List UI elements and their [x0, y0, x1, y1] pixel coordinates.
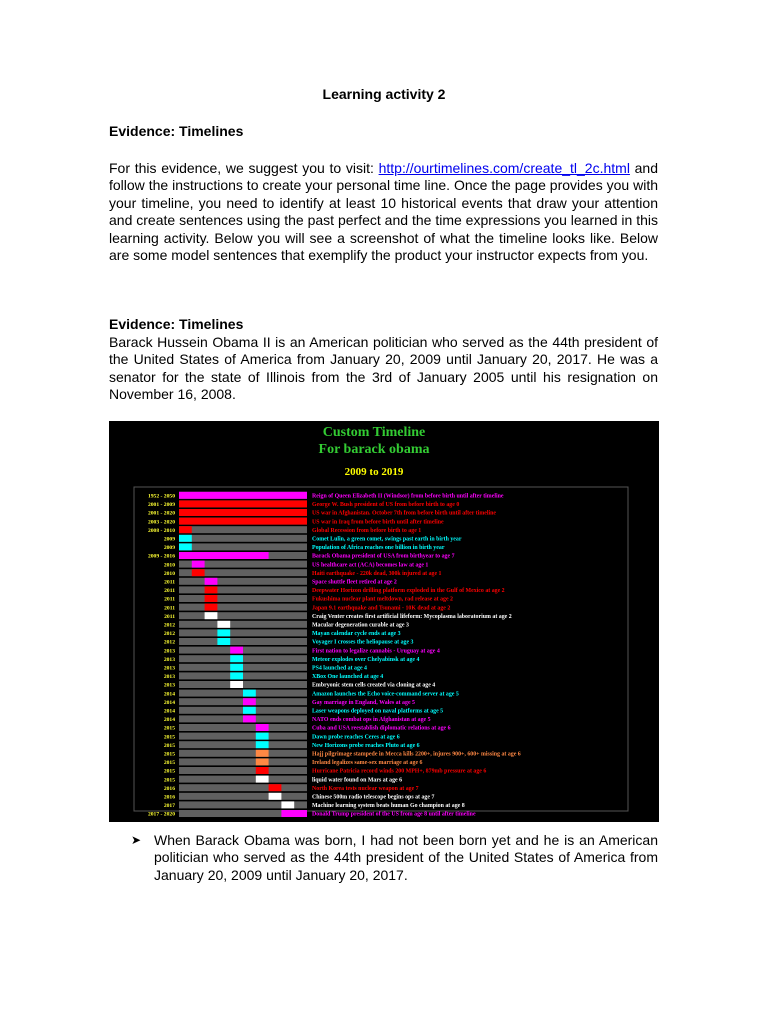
timeline-event-label: Donald Trump president of the US from age 8 until after timeline	[312, 811, 476, 818]
section-heading-timelines: Evidence: Timelines	[109, 123, 244, 139]
instructions-text-start: For this evidence, we suggest you to visit:	[109, 160, 379, 176]
timeline-event-label: US war in Iraq from before birth until after timeline	[312, 519, 444, 526]
timeline-event-bar	[179, 500, 307, 507]
timeline-track	[179, 784, 307, 791]
page-title: Learning activity 2	[322, 86, 446, 102]
timeline-event-bar	[179, 518, 307, 525]
timeline-event-bar	[230, 647, 243, 654]
timeline-track	[179, 612, 307, 619]
timeline-date-label: 2013	[163, 648, 175, 655]
timeline-event-label: Reign of Queen Elizabeth II (Windsor) from before birth until after timeline	[312, 493, 504, 500]
timeline-date-label: 2011	[164, 596, 175, 603]
timeline-track	[179, 724, 307, 731]
timeline-title: Custom Timeline	[322, 425, 426, 440]
timeline-event-bar	[179, 526, 192, 533]
timeline-event-bar	[230, 672, 243, 679]
timeline-event-bar	[256, 724, 269, 731]
timeline-track	[179, 535, 307, 542]
instructions-paragraph	[109, 160, 658, 264]
timeline-event-label: Embryonic stem cells created via cloning at age 4	[312, 682, 436, 689]
timeline-event-bar	[179, 492, 307, 499]
timeline-event-bar	[217, 638, 230, 645]
timeline-date-label: 2015	[163, 768, 175, 775]
timeline-subtitle: For barack obama	[318, 442, 430, 457]
timeline-event-bar	[269, 793, 282, 800]
timeline-event-bar	[269, 784, 282, 791]
timeline-event-bar	[192, 561, 205, 568]
timeline-date-label: 2009 - 2016	[147, 553, 175, 560]
timeline-date-label: 1952 - 2050	[147, 493, 175, 500]
timeline-event-label: Comet Lulin, a green comet, swings past earth in birth year	[312, 536, 462, 543]
timeline-event-label: Macular degeneration curable at age 3	[312, 622, 409, 629]
timeline-event-label: PS4 launched at age 4	[312, 665, 367, 672]
timeline-date-label: 2001 - 2020	[147, 510, 175, 517]
timeline-event-label: Ireland legalizes same-sex marriage at age 6	[312, 760, 423, 767]
timeline-event-bar	[205, 604, 218, 611]
timeline-event-bar	[205, 578, 218, 585]
timeline-event-bar	[230, 655, 243, 662]
timeline-track	[179, 621, 307, 628]
timeline-date-label: 2015	[163, 742, 175, 749]
timeline-event-label: Dawn probe reaches Ceres at age 6	[312, 734, 400, 741]
timeline-date-label: 2010	[163, 562, 175, 569]
timeline-event-bar	[256, 758, 269, 765]
instructions-text-end: and follow the instructions to create your personal time line. Once the page provides you with your timeline, you need to identify at least 10 historical events that draw your attention and create sentences using the past perfect and the time expressions you learned in this learning activity. Below you will see a screenshot of what the timeline looks like. Below are some model sentences that exemplify the product your instructor expects from you.	[109, 160, 659, 264]
timeline-event-label: liquid water found on Mars at age 6	[312, 777, 403, 784]
timeline-event-label: Amazon launches the Echo voice-command server at age 5	[312, 691, 459, 698]
timeline-date-label: 2014	[163, 708, 175, 715]
timeline-track	[179, 629, 307, 636]
timeline-event-bar	[281, 801, 294, 808]
timeline-event-label: Craig Venter creates first artificial lifeform: Mycoplasma laboratorium at age 2	[312, 613, 512, 620]
timeline-event-label: Deepwater Horizon drilling platform exploded in the Gulf of Mexico at age 2	[312, 588, 505, 595]
timeline-date-label: 2017 - 2020	[147, 811, 175, 818]
timeline-event-label: Haiti earthquake - 220k dead, 300k injured at age 1	[312, 570, 442, 577]
timeline-event-bar	[256, 750, 269, 757]
timeline-event-label: Space shuttle fleet retired at age 2	[312, 579, 397, 586]
timeline-event-label: NATO ends combat ops in Afghanistan at age 5	[312, 717, 431, 724]
ourtimelines-link[interactable]: http://ourtimelines.com/create_tl_2c.html	[378, 160, 630, 176]
timeline-event-bar	[192, 569, 205, 576]
timeline-event-label: Japan 9.1 earthquake and Tsunami - 10K dead at age 2	[312, 605, 451, 612]
timeline-screenshot	[109, 421, 659, 822]
timeline-date-label: 2017	[163, 803, 175, 810]
timeline-date-label: 2009	[163, 545, 175, 552]
timeline-date-label: 2012	[163, 622, 175, 629]
timeline-track	[179, 543, 307, 550]
obama-biography-paragraph: Barack Hussein Obama II is an American politician who served as the 44th president of the United States of America from January 20, 2009 until January 20, 2017. He was a senator for the state of Illinois from the 3rd of January 2005 until his resignation on November 16, 2008.	[109, 334, 658, 403]
timeline-date-label: 2011	[164, 588, 175, 595]
timeline-event-bar	[205, 612, 218, 619]
timeline-event-label: Fukushima nuclear plant meltdown, rad release at age 2	[312, 596, 453, 603]
timeline-date-label: 2016	[163, 794, 175, 801]
timeline-chart	[109, 421, 659, 822]
timeline-event-label: Barack Obama president of USA from birthyear to age 7	[312, 553, 455, 560]
timeline-event-bar	[179, 535, 192, 542]
timeline-event-label: North Korea tests nuclear weapon at age 7	[312, 785, 419, 792]
timeline-date-label: 2013	[163, 665, 175, 672]
arrow-bullet-icon: ➤	[131, 833, 142, 847]
timeline-event-label: Chinese 500m radio telescope begins ops at age 7	[312, 794, 435, 801]
timeline-date-label: 2009	[163, 536, 175, 543]
timeline-event-bar	[256, 733, 269, 740]
timeline-event-label: Hurricane Patricia record winds 200 MPH+, 879mb pressure at age 6	[312, 768, 487, 775]
timeline-event-bar	[256, 741, 269, 748]
timeline-date-label: 2012	[163, 639, 175, 646]
timeline-event-bar	[205, 586, 218, 593]
timeline-date-label: 2015	[163, 777, 175, 784]
timeline-date-label: 2014	[163, 699, 175, 706]
timeline-event-bar	[179, 543, 192, 550]
timeline-track	[179, 638, 307, 645]
section-heading-evidence: Evidence: Timelines	[109, 316, 244, 332]
timeline-date-label: 2011	[164, 579, 175, 586]
timeline-date-label: 2014	[163, 717, 175, 724]
timeline-event-label: First nation to legalize cannabis - Uruguay at age 4	[312, 648, 440, 655]
timeline-date-label: 2012	[163, 631, 175, 638]
timeline-event-label: US war in Afghanistan. October 7th from before birth until after timeline	[312, 510, 497, 517]
timeline-date-label: 2013	[163, 674, 175, 681]
model-sentence-text: When Barack Obama was born, I had not been born yet and he is an American politician who served as the 44th president of the United States of America from January 20, 2009 until January 20, 2017.	[154, 832, 658, 883]
timeline-event-bar	[217, 621, 230, 628]
timeline-date-label: 2010	[163, 570, 175, 577]
timeline-date-label: 2014	[163, 691, 175, 698]
timeline-date-label: 2003 - 2020	[147, 519, 175, 526]
timeline-event-bar	[230, 681, 243, 688]
timeline-event-label: Mayan calendar cycle ends at age 3	[312, 631, 401, 638]
timeline-track	[179, 776, 307, 783]
timeline-date-label: 2015	[163, 725, 175, 732]
timeline-event-label: Voyager I crosses the heliopause at age 3	[312, 639, 414, 646]
timeline-event-bar	[230, 664, 243, 671]
timeline-date-label: 2015	[163, 734, 175, 741]
timeline-event-label: Global Recession from before birth to age 1	[312, 527, 422, 534]
timeline-event-label: Meteor explodes over Chelyabinsk at age 4	[312, 656, 420, 663]
timeline-event-label: Laser weapons deployed on naval platforms at age 5	[312, 708, 444, 715]
timeline-date-label: 2013	[163, 656, 175, 663]
timeline-date-label: 2011	[164, 613, 175, 620]
timeline-event-label: Gay marriage in England, Wales at age 5	[312, 699, 415, 706]
timeline-event-bar	[243, 707, 256, 714]
timeline-date-label: 2015	[163, 760, 175, 767]
timeline-track	[179, 741, 307, 748]
timeline-track	[179, 578, 307, 585]
timeline-event-bar	[179, 552, 269, 559]
timeline-track	[179, 750, 307, 757]
timeline-event-bar	[243, 698, 256, 705]
timeline-event-label: Machine learning system beats human Go champion at age 8	[312, 803, 465, 810]
timeline-event-label: Cuba and USA reestablish diplomatic relations at age 6	[312, 725, 451, 732]
timeline-date-label: 2013	[163, 682, 175, 689]
timeline-event-bar	[205, 595, 218, 602]
timeline-event-label: Population of Africa reaches one billion in birth year	[312, 545, 445, 552]
timeline-date-label: 2016	[163, 785, 175, 792]
timeline-range-label: 2009 to 2019	[344, 466, 404, 478]
timeline-date-label: 2008 - 2010	[147, 527, 175, 534]
timeline-track	[179, 793, 307, 800]
timeline-track	[179, 526, 307, 533]
timeline-event-bar	[256, 776, 269, 783]
timeline-date-label: 2015	[163, 751, 175, 758]
timeline-event-bar	[281, 810, 307, 817]
timeline-track	[179, 586, 307, 593]
timeline-event-label: Hajj pilgrimage stampede in Mecca kills 2200+, injures 900+, 600+ missing at age 6	[312, 751, 521, 758]
timeline-event-label: XBox One launched at age 4	[312, 674, 384, 681]
timeline-event-label: George W. Bush president of US from before birth to age 0	[312, 502, 460, 509]
timeline-track	[179, 758, 307, 765]
timeline-event-bar	[256, 767, 269, 774]
timeline-event-bar	[243, 715, 256, 722]
timeline-event-bar	[217, 629, 230, 636]
timeline-track	[179, 604, 307, 611]
timeline-track	[179, 767, 307, 774]
timeline-event-bar	[243, 690, 256, 697]
timeline-track	[179, 595, 307, 602]
timeline-date-label: 2001 - 2009	[147, 502, 175, 509]
timeline-event-bar	[179, 509, 307, 516]
timeline-date-label: 2011	[164, 605, 175, 612]
timeline-event-label: US healthcare act (ACA) becomes law at age 1	[312, 562, 429, 569]
timeline-event-label: New Horizons probe reaches Pluto at age 6	[312, 742, 420, 749]
timeline-track	[179, 733, 307, 740]
